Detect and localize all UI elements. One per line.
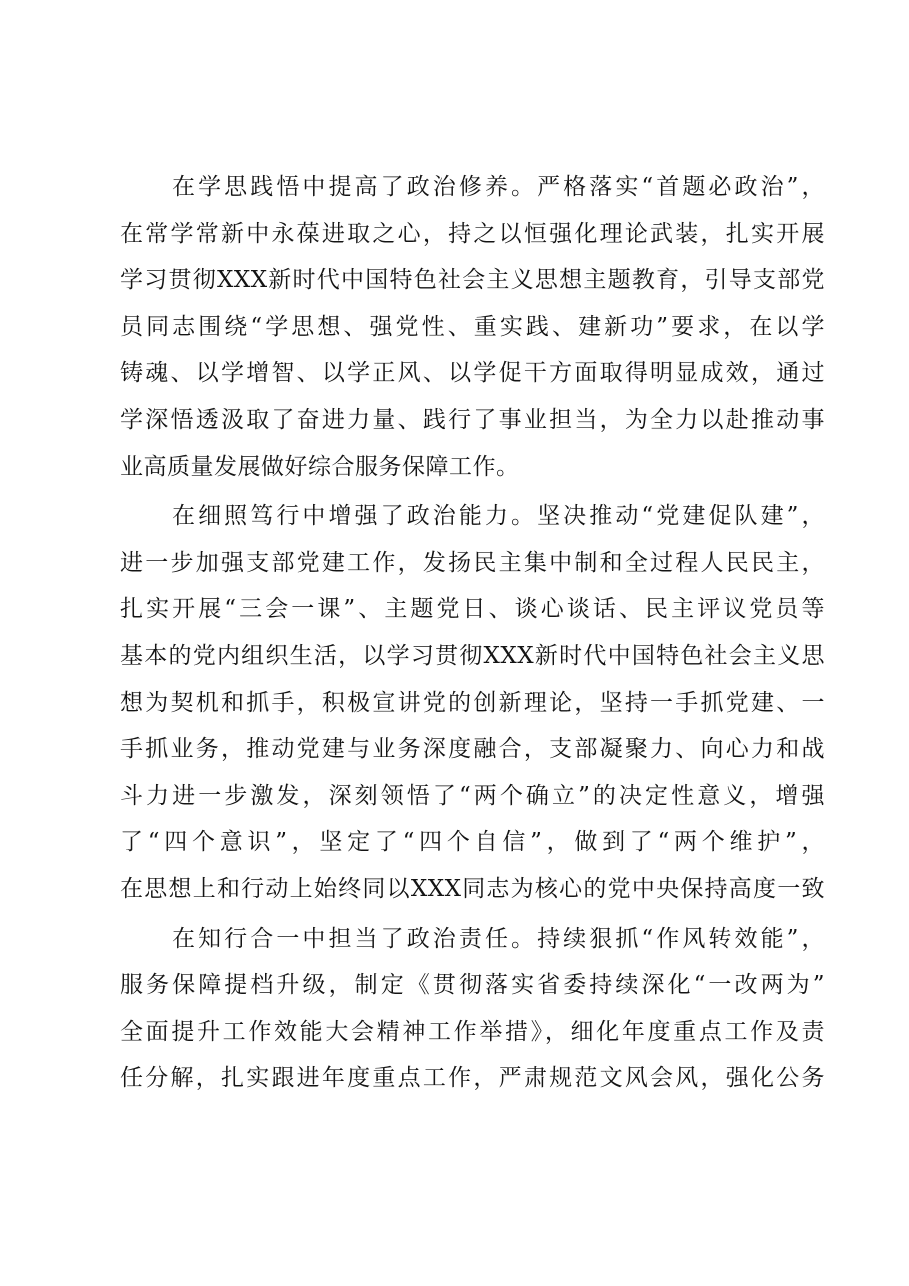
paragraph-line: 在学思践悟中提高了政治修养。严格落实“首题必政治”， <box>172 174 825 200</box>
paragraph-line: 全面提升工作效能大会精神工作举措》，细化年度重点工作及责 <box>120 1018 825 1045</box>
paragraph-line: 任分解，扎实跟进年度重点工作，严肃规范文风会风，强化公务 <box>120 1065 825 1092</box>
paragraph-2 <box>120 493 825 912</box>
paragraph-line: 业高质量发展做好综合服务保障工作。 <box>120 453 520 480</box>
paragraph-line: 员同志围绕“学思想、强党性、重实践、建新功”要求，在以学 <box>120 313 825 340</box>
paragraph-line: 学深悟透汲取了奋进力量、践行了事业担当，为全力以赴推动事 <box>120 406 825 433</box>
paragraph-1 <box>120 164 825 490</box>
paragraph-3 <box>120 916 825 1102</box>
paragraph-line: 铸魂、以学增智、以学正风、以学促干方面取得明显成效，通过 <box>120 360 825 387</box>
paragraph-line: 想为契机和抓手，积极宣讲党的创新理论，坚持一手抓党建、一 <box>120 689 825 716</box>
paragraph-line: 了“四个意识”，坚定了“四个自信”，做到了“两个维护”， <box>120 829 825 856</box>
paragraph-line: 学习贯彻XXX新时代中国特色社会主义思想主题教育，引导支部党 <box>120 267 825 294</box>
paragraph-line: 基本的党内组织生活，以学习贯彻XXX新时代中国特色社会主义思 <box>120 642 825 669</box>
paragraph-line: 在知行合一中担当了政治责任。持续狠抓“作风转效能”， <box>172 925 825 952</box>
paragraph-line: 进一步加强支部党建工作，发扬民主集中制和全过程人民民主， <box>120 549 825 576</box>
paragraph-line: 斗力进一步激发，深刻领悟了“两个确立”的决定性意义，增强 <box>120 782 825 809</box>
paragraph-line: 手抓业务，推动党建与业务深度融合，支部凝聚力、向心力和战 <box>120 736 825 763</box>
paragraph-line: 服务保障提档升级，制定《贯彻落实省委持续深化“一改两为” <box>120 972 825 999</box>
paragraph-line: 在细照笃行中增强了政治能力。坚决推动“党建促队建”， <box>172 503 825 530</box>
paragraph-line: 扎实开展“三会一课”、主题党日、谈心谈话、民主评议党员等 <box>120 596 825 623</box>
document-body <box>120 164 825 1102</box>
paragraph-line: 在思想上和行动上始终同以XXX同志为核心的党中央保持高度一致 <box>120 875 825 902</box>
paragraph-line: 在常学常新中永葆进取之心，持之以恒强化理论武装，扎实开展 <box>120 220 825 247</box>
